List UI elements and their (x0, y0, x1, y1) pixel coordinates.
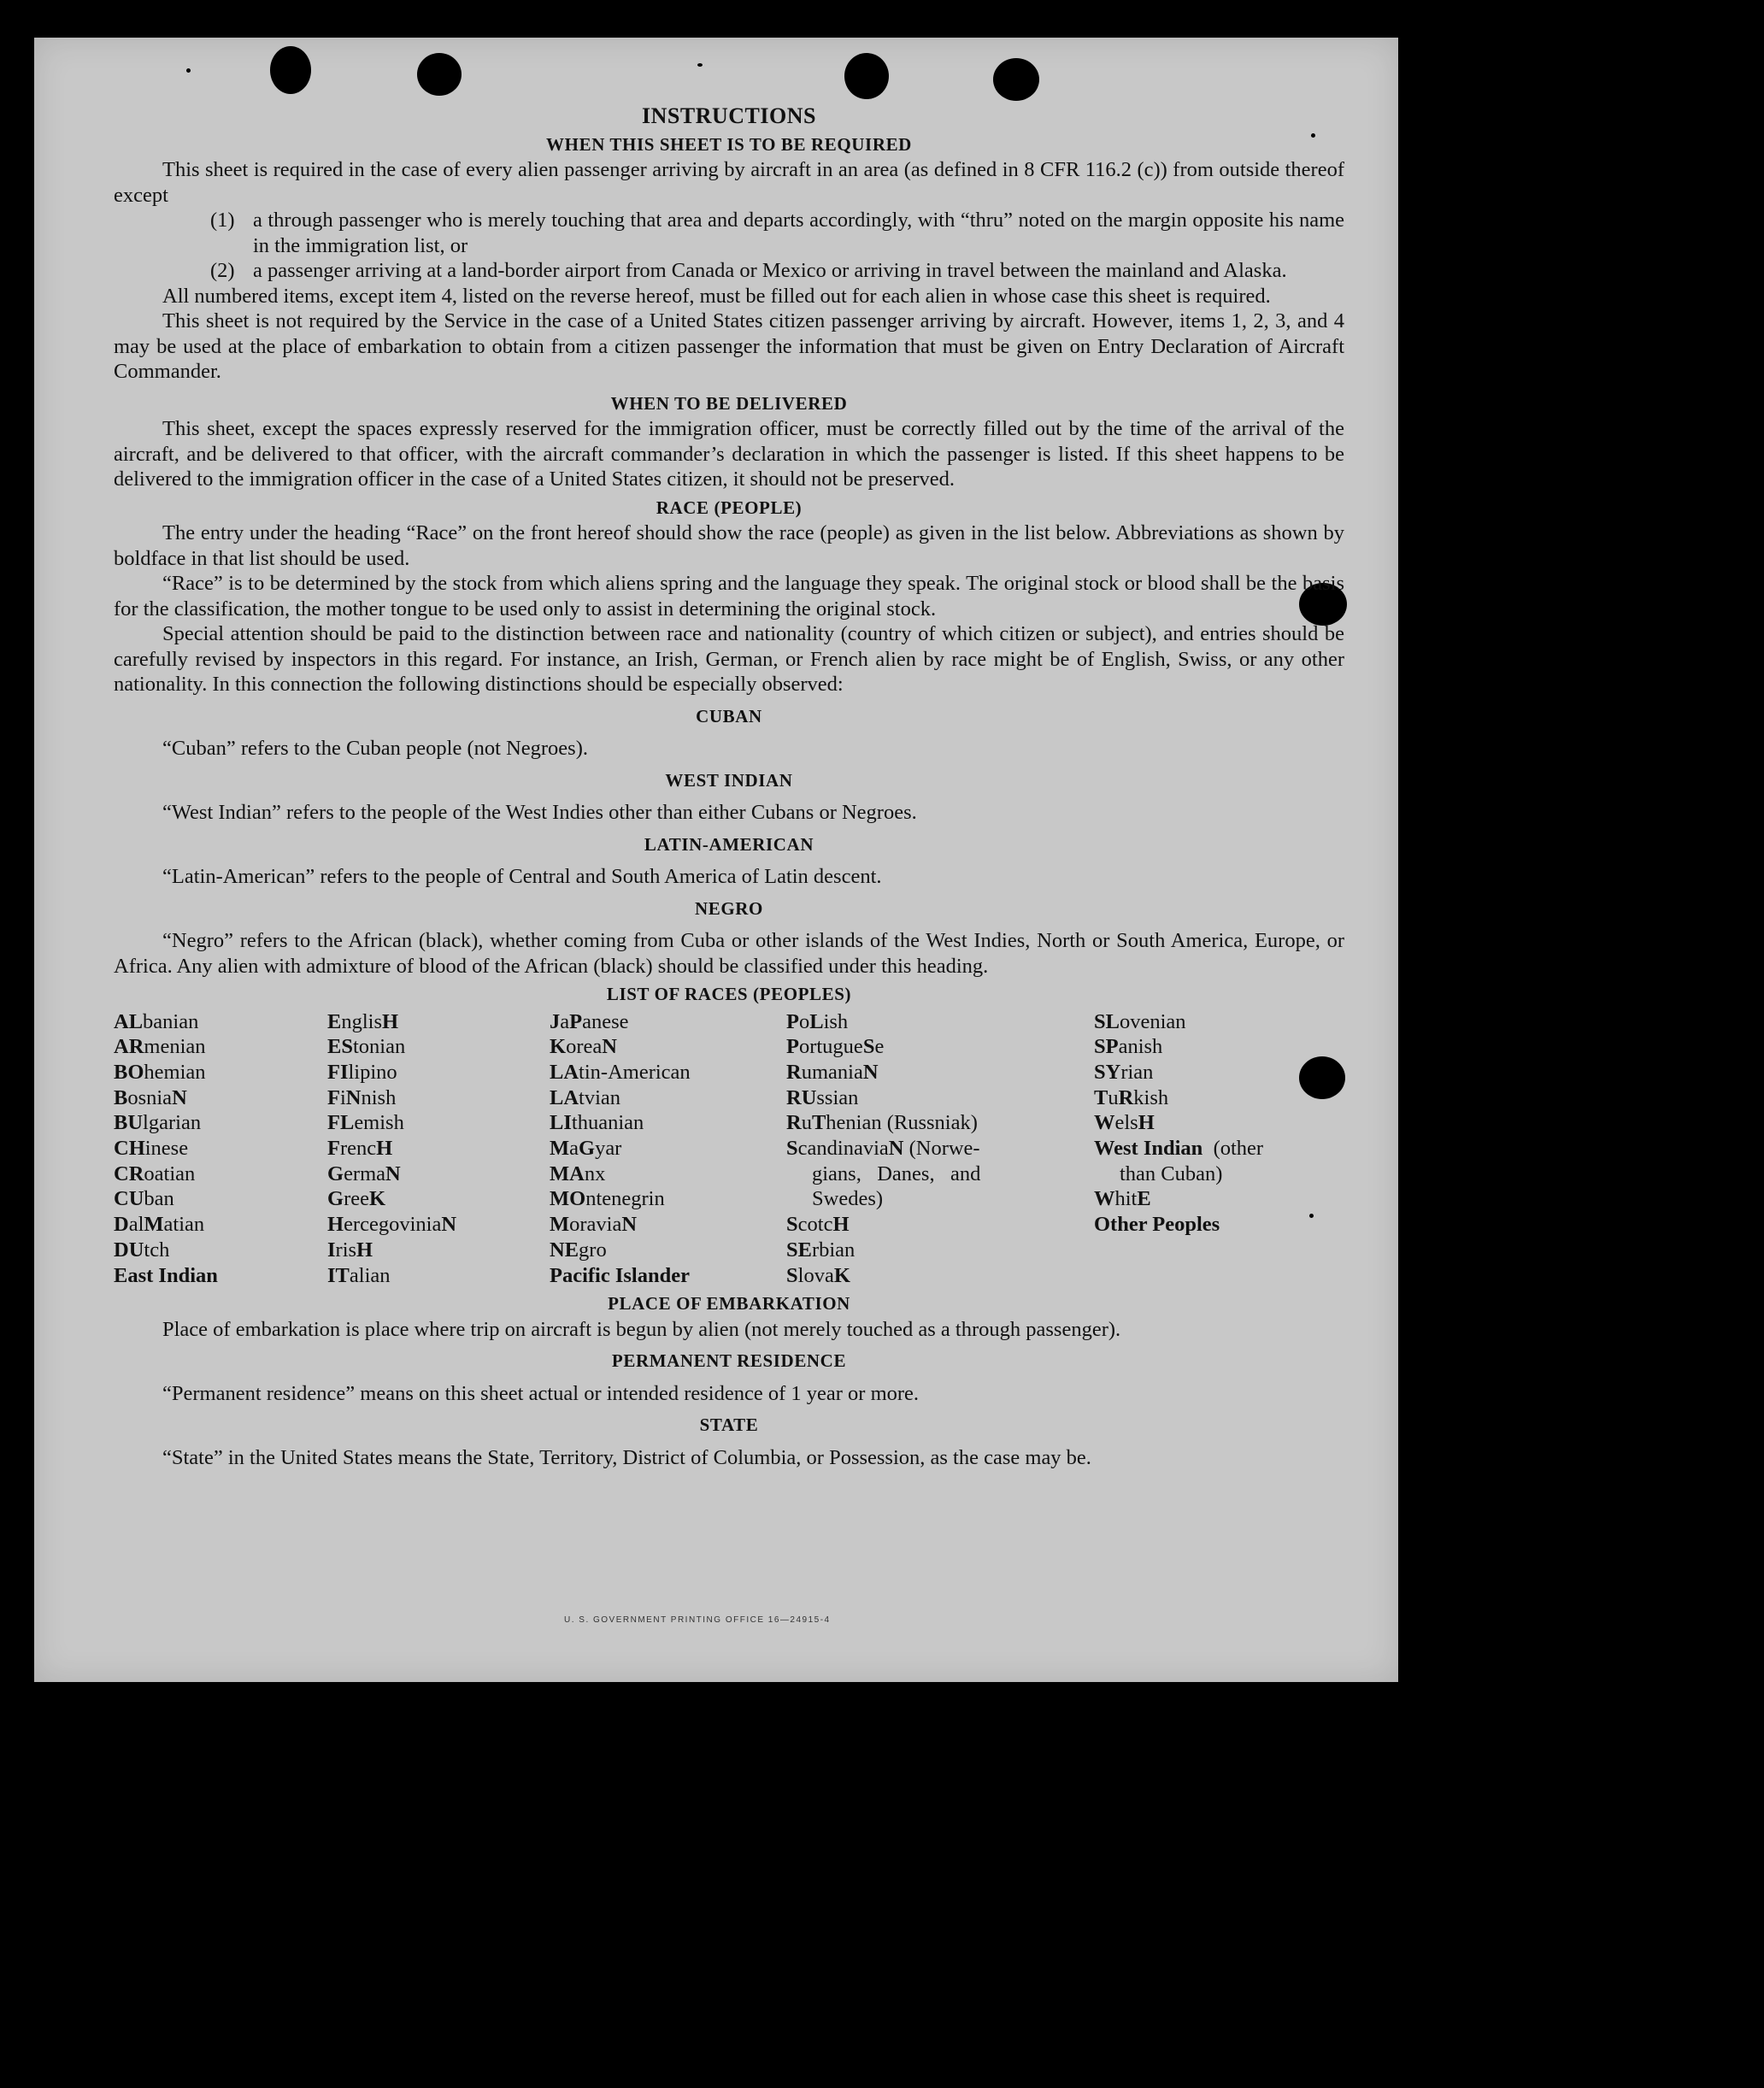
race-entry (114, 1238, 327, 1263)
race-entry (327, 1009, 550, 1035)
race-abbreviation: T (1094, 1085, 1108, 1109)
heading-cuban: CUBAN (696, 705, 762, 726)
race-name-part: gro (579, 1238, 607, 1262)
race-entry (550, 1060, 786, 1085)
paragraph-race-entry: The entry under the heading “Race” on the front hereof should show the race (people) as given in the list below. Abbreviations as shown by boldface in that list should be used. (114, 521, 1344, 570)
race-entry (114, 1263, 327, 1289)
race-abbreviation: SP (1094, 1035, 1119, 1059)
race-abbreviation: P (786, 1009, 799, 1033)
race-abbreviation: CH (114, 1137, 145, 1161)
heading-state: STATE (699, 1415, 759, 1436)
race-name-part: oatian (144, 1162, 196, 1185)
race-entry (1094, 1009, 1308, 1035)
races-column (114, 1009, 327, 1289)
paragraph-required: This sheet is required in the case of every alien passenger arriving by aircraft in an area (as defined in 8 CFR 116.2 (c)) from outside thereof except (114, 158, 1344, 207)
race-name-part: banian (143, 1009, 199, 1033)
race-name-part: ntenegrin (585, 1187, 665, 1211)
race-abbreviation: East Indian (114, 1263, 218, 1287)
race-abbreviation: F (327, 1085, 340, 1109)
race-name-part: lova (797, 1263, 834, 1287)
paragraph-numbered-items: All numbered items, except item 4, listed on the reverse hereof, must be filled out for each alien in whose case this sheet is required. (162, 284, 1271, 308)
race-name-part: i (339, 1085, 346, 1109)
printer-imprint: U. S. GOVERNMENT PRINTING OFFICE 16—24915-4 (564, 1615, 831, 1625)
race-name-part: tch (144, 1238, 170, 1262)
race-name-part: u (1108, 1085, 1119, 1109)
race-entry (1094, 1136, 1308, 1162)
punch-hole (417, 53, 462, 96)
punch-hole (993, 58, 1039, 101)
race-name-part: ree (344, 1187, 369, 1211)
race-abbreviation: L (809, 1009, 824, 1033)
race-abbreviation: W (1094, 1187, 1115, 1211)
race-name-part: ortugue (798, 1035, 863, 1059)
race-abbreviation: M (144, 1213, 164, 1237)
race-abbreviation: M (550, 1213, 570, 1237)
heading-negro: NEGRO (694, 897, 763, 919)
race-name-part: henian (Russniak) (826, 1111, 978, 1135)
race-name-part: a (560, 1009, 570, 1033)
races-list (114, 1009, 1344, 1289)
heading-race: RACE (PEOPLE) (656, 497, 803, 518)
race-name-part: osnia (127, 1085, 173, 1109)
race-abbreviation: S (786, 1263, 798, 1287)
race-abbreviation: R (786, 1111, 802, 1135)
race-abbreviation: CR (114, 1162, 144, 1185)
punch-hole (844, 53, 889, 99)
item-number: (2) (210, 259, 235, 282)
race-entry (1094, 1110, 1308, 1136)
race-abbreviation: P (786, 1035, 799, 1059)
heading-west-indian: WEST INDIAN (665, 769, 793, 791)
race-entry (786, 1009, 1094, 1035)
race-entry (114, 1009, 327, 1035)
race-abbreviation: AL (114, 1009, 144, 1033)
race-name-part: yar (595, 1137, 622, 1161)
race-entry (114, 1136, 327, 1162)
race-abbreviation: R (1118, 1085, 1134, 1109)
race-abbreviation: M (550, 1137, 570, 1161)
race-abbreviation: N (345, 1085, 362, 1109)
race-name-part: nish (361, 1085, 397, 1109)
item-text: a passenger arriving at a land-border airport from Canada or Mexico or arriving in travel between the mainland and Alaska. (253, 259, 1287, 282)
race-name-part: nx (584, 1162, 606, 1185)
paragraph-race-nationality: Special attention should be paid to the distinction between race and nationality (country of which citizen or subject), and entries should be carefully revised by inspectors in this regard. For instance, an Irish, German, or French alien by race might be of English, Swiss, or any other nationality. In this connection the following distinctions should be especially observed: (114, 622, 1344, 696)
race-abbreviation: FL (327, 1111, 355, 1135)
race-name-part: ssian (816, 1085, 859, 1109)
race-abbreviation: MA (550, 1162, 585, 1185)
race-entry (550, 1162, 786, 1187)
race-entry (786, 1085, 1094, 1111)
race-abbreviation: N (385, 1162, 401, 1185)
race-entry (327, 1034, 550, 1060)
race-abbreviation: H (327, 1213, 344, 1237)
race-name-part: atian (163, 1213, 205, 1237)
race-name-part: e (874, 1035, 885, 1059)
race-abbreviation: N (602, 1035, 617, 1059)
race-entry (550, 1212, 786, 1238)
race-abbreviation: E (327, 1009, 342, 1033)
race-abbreviation: W (1094, 1111, 1115, 1135)
race-entry (1094, 1162, 1308, 1187)
race-name-part: kish (1133, 1085, 1169, 1109)
races-column (327, 1009, 550, 1289)
race-abbreviation: D (114, 1213, 129, 1237)
race-abbreviation: Pacific Islander (550, 1263, 690, 1287)
race-abbreviation: RU (786, 1085, 817, 1109)
race-name-part: than Cuban) (1120, 1162, 1223, 1185)
race-abbreviation: ES (327, 1035, 353, 1059)
race-entry (114, 1212, 327, 1238)
race-entry (1094, 1212, 1308, 1238)
race-abbreviation: N (441, 1213, 457, 1237)
race-entry (327, 1186, 550, 1212)
instruction-sheet (34, 38, 1398, 1682)
race-entry (786, 1110, 1094, 1136)
paragraph-race-stock: “Race” is to be determined by the stock from which aliens spring and the language they speak. The original stock or blood shall be the basis for the classification, the mother tongue to be used only to assist in determining the original stock. (114, 572, 1344, 621)
race-entry (114, 1060, 327, 1085)
race-name-part: gians, Danes, and (812, 1162, 981, 1185)
race-name-part: oravia (569, 1213, 622, 1237)
heading-when-required: WHEN THIS SHEET IS TO BE REQUIRED (546, 133, 912, 155)
definition-west-indian: “West Indian” refers to the people of the West Indies other than either Cubans or Negroes. (162, 801, 917, 824)
race-entry (327, 1263, 550, 1289)
race-abbreviation: S (862, 1035, 875, 1059)
race-name-part: ovenian (1119, 1009, 1186, 1033)
race-entry (786, 1263, 1094, 1289)
race-name-part: nglis (341, 1009, 382, 1033)
ink-speck (697, 63, 703, 67)
item-text: a through passenger who is merely touching that area and departs accordingly, with “thru” noted on the margin opposite his name in the immigration list, or (253, 209, 1344, 257)
paragraph-permanent-residence: “Permanent residence” means on this sheet actual or intended residence of 1 year or more. (162, 1381, 920, 1405)
race-entry (114, 1186, 327, 1212)
race-abbreviation: Other Peoples (1094, 1213, 1220, 1237)
race-name-part: els (1114, 1111, 1138, 1135)
race-abbreviation: H (832, 1213, 850, 1237)
race-name-part: hit (1114, 1187, 1138, 1211)
race-name-part: renc (339, 1137, 377, 1161)
race-name-part: candinavia (797, 1137, 889, 1161)
race-abbreviation: SL (1094, 1009, 1120, 1033)
race-name-part: a (569, 1137, 579, 1161)
race-entry (114, 1162, 327, 1187)
race-name-part: menian (144, 1035, 206, 1059)
race-entry (114, 1085, 327, 1111)
race-abbreviation: E (1137, 1187, 1151, 1211)
race-entry (550, 1263, 786, 1289)
race-entry (327, 1060, 550, 1085)
race-name-part: hemian (144, 1060, 206, 1084)
race-name-part: erma (344, 1162, 386, 1185)
race-abbreviation: IT (327, 1263, 350, 1287)
race-entry (327, 1085, 550, 1111)
race-name-part: lipino (348, 1060, 397, 1084)
race-entry (550, 1034, 786, 1060)
race-abbreviation: SY (1094, 1060, 1121, 1084)
race-abbreviation: LA (550, 1060, 579, 1084)
race-entry (550, 1136, 786, 1162)
race-entry (550, 1110, 786, 1136)
race-entry (550, 1009, 786, 1035)
race-name-part: u (801, 1111, 812, 1135)
race-abbreviation: K (550, 1035, 567, 1059)
race-name-part: ish (823, 1009, 849, 1033)
heading-permanent-residence: PERMANENT RESIDENCE (611, 1350, 847, 1372)
paragraph-delivered: This sheet, except the spaces expressly reserved for the immigration officer, must be correctly filled out by the time of the arrival of the aircraft, and be delivered to that officer, with the aircraft commander’s declaration in which the passenger is listed. If this sheet happens to be delivered to the immigration officer in the case of a United States citizen, it should not be preserved. (114, 417, 1344, 491)
race-name-part: rian (1120, 1060, 1154, 1084)
item-number: (1) (210, 209, 235, 232)
races-column (550, 1009, 786, 1289)
race-abbreviation: CU (114, 1187, 144, 1211)
race-abbreviation: AR (114, 1035, 144, 1059)
race-abbreviation: N (888, 1137, 904, 1161)
race-entry (786, 1238, 1094, 1263)
race-name-part: (other (1202, 1137, 1264, 1161)
race-abbreviation: H (376, 1137, 393, 1161)
race-name-part: inese (144, 1137, 189, 1161)
race-abbreviation: B (114, 1085, 128, 1109)
race-abbreviation: H (1138, 1111, 1155, 1135)
race-abbreviation: LI (550, 1111, 572, 1135)
heading-list-of-races: LIST OF RACES (PEOPLES) (606, 984, 852, 1004)
race-abbreviation: LA (550, 1085, 579, 1109)
race-entry (327, 1212, 550, 1238)
race-name-part: anese (582, 1009, 629, 1033)
race-entry (327, 1110, 550, 1136)
race-abbreviation: G (327, 1162, 344, 1185)
race-name-part: orea (566, 1035, 603, 1059)
race-entry (550, 1238, 786, 1263)
race-entry (114, 1034, 327, 1060)
race-abbreviation: SE (786, 1238, 812, 1262)
race-name-part: alian (349, 1263, 391, 1287)
race-abbreviation: I (327, 1238, 336, 1262)
race-entry (1094, 1085, 1308, 1111)
race-abbreviation: H (356, 1238, 373, 1262)
race-name-part: (Norwe- (903, 1137, 980, 1161)
race-abbreviation: DU (114, 1238, 144, 1262)
races-column (786, 1009, 1094, 1289)
race-abbreviation: K (368, 1187, 386, 1211)
heading-latin-american: LATIN-AMERICAN (644, 833, 814, 855)
punch-hole (270, 46, 311, 94)
race-name-part: tonian (352, 1035, 406, 1059)
race-entry (550, 1186, 786, 1212)
race-entry (786, 1060, 1094, 1085)
race-name-part: tvian (579, 1085, 621, 1109)
race-name-part: emish (354, 1111, 404, 1135)
race-name-part: o (798, 1009, 810, 1033)
race-name-part: rbian (811, 1238, 856, 1262)
race-entry (327, 1162, 550, 1187)
race-name-part: al (128, 1213, 144, 1237)
race-abbreviation: N (862, 1060, 879, 1084)
race-abbreviation: S (786, 1137, 798, 1161)
paragraph-citizen: This sheet is not required by the Service in the case of a United States citizen passenger arriving by aircraft. However, items 1, 2, 3, and 4 may be used at the place of embarkation to obtain from a citizen passenger the information that must be given on Entry Declaration of Aircraft Commander. (114, 309, 1344, 383)
races-column (1094, 1009, 1308, 1289)
race-name-part: umania (801, 1060, 863, 1084)
race-abbreviation: N (621, 1213, 638, 1237)
race-name-part: thuanian (571, 1111, 644, 1135)
instructions-text (114, 103, 1344, 1470)
race-entry (786, 1212, 1094, 1238)
race-name-part: cotc (797, 1213, 833, 1237)
race-name-part: ban (144, 1187, 174, 1211)
page-title: INSTRUCTIONS (642, 103, 816, 128)
race-abbreviation: G (579, 1137, 596, 1161)
ink-speck (186, 68, 191, 73)
exception-item (114, 208, 1344, 258)
race-name-part: ris (335, 1238, 357, 1262)
race-entry (1094, 1060, 1308, 1085)
race-entry (786, 1162, 1094, 1187)
race-abbreviation: F (327, 1137, 340, 1161)
heading-embarkation: PLACE OF EMBARKATION (608, 1293, 850, 1315)
race-abbreviation: MO (550, 1187, 586, 1211)
race-entry (1094, 1034, 1308, 1060)
race-name-part: anish (1118, 1035, 1163, 1059)
race-abbreviation: FI (327, 1060, 349, 1084)
race-abbreviation: H (382, 1009, 399, 1033)
definition-latin-american: “Latin-American” refers to the people of Central and South America of Latin descent. (162, 865, 882, 888)
race-name-part: lgarian (143, 1111, 202, 1135)
race-entry (550, 1085, 786, 1111)
exception-item (114, 258, 1344, 284)
race-abbreviation: R (786, 1060, 802, 1084)
race-abbreviation: NE (550, 1238, 579, 1262)
heading-when-delivered: WHEN TO BE DELIVERED (610, 392, 848, 414)
race-abbreviation: BO (114, 1060, 144, 1084)
race-entry (1094, 1186, 1308, 1212)
definition-cuban: “Cuban” refers to the Cuban people (not Negroes). (162, 737, 588, 760)
race-entry (327, 1136, 550, 1162)
race-entry (327, 1238, 550, 1263)
race-abbreviation: J (550, 1009, 561, 1033)
race-abbreviation: West Indian (1094, 1137, 1203, 1161)
race-abbreviation: K (833, 1263, 850, 1287)
race-abbreviation: N (172, 1085, 187, 1109)
race-name-part: tin-American (579, 1060, 691, 1084)
race-abbreviation: S (786, 1213, 798, 1237)
race-abbreviation: G (327, 1187, 344, 1211)
race-name-part: Swedes) (812, 1187, 884, 1211)
race-abbreviation: T (811, 1111, 826, 1135)
race-entry (786, 1136, 1094, 1162)
race-entry (786, 1186, 1094, 1212)
paragraph-embarkation: Place of embarkation is place where trip on aircraft is begun by alien (not merely touched as a through passenger). (162, 1317, 1121, 1341)
race-entry (114, 1110, 327, 1136)
race-abbreviation: BU (114, 1111, 144, 1135)
race-abbreviation: P (569, 1009, 583, 1033)
paragraph-state: “State” in the United States means the State, Territory, District of Columbia, or Possession, as the case may be. (162, 1445, 1091, 1469)
definition-negro: “Negro” refers to the African (black), whether coming from Cuba or other islands of the West Indies, North or South America, Europe, or Africa. Any alien with admixture of blood of the African (black) should be classified under this heading. (114, 929, 1344, 978)
race-entry (786, 1034, 1094, 1060)
race-name-part: ercegovinia (344, 1213, 442, 1237)
